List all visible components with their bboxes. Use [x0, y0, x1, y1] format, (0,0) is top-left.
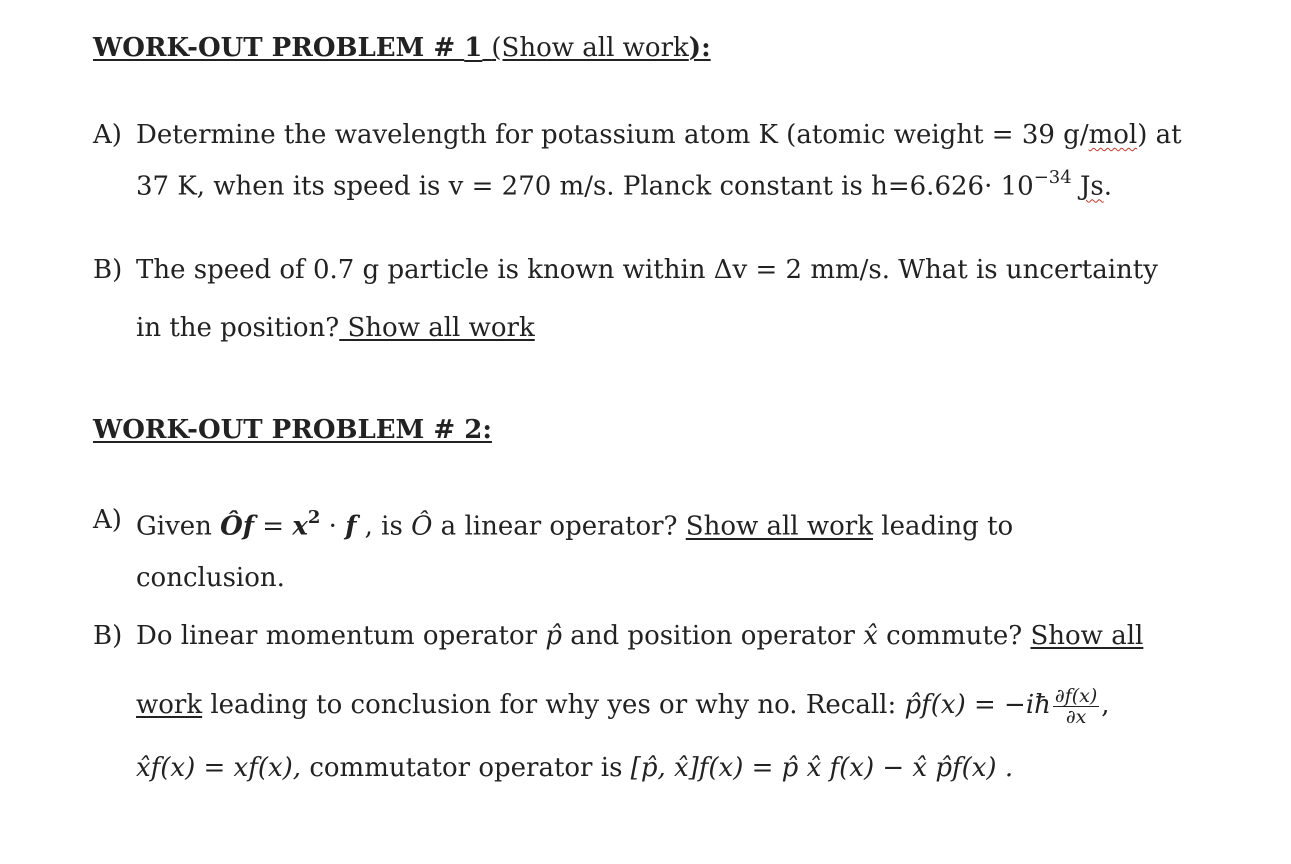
- problem-2a-given: Given: [136, 511, 221, 542]
- problem-1-number: 1: [464, 33, 483, 63]
- problem-1a-text-1-end: ) at: [1137, 120, 1182, 150]
- operator-f: f: [242, 511, 255, 542]
- partial-derivative-fraction: [1053, 686, 1099, 727]
- momentum-operator-definition: p̂f(x) = −iħ: [904, 690, 1051, 720]
- problem-1a-space: [1072, 172, 1080, 202]
- problem-2a-label: [93, 504, 122, 536]
- problem-1b-text-1: The speed of 0.7 g particle is known within Δv = 2 mm/s. What is uncertainty: [136, 255, 1158, 285]
- problem-2a-conclusion: conclusion.: [136, 563, 285, 593]
- problem-1a-text-1: Determine the wavelength for potassium atom K (atomic weight = 39 g/: [136, 120, 1089, 150]
- problem-1b-line-1: [136, 254, 1158, 286]
- problem-2b-text-2: leading to conclusion for why yes or why no. Recall:: [202, 690, 905, 720]
- problem-1a-label: [93, 119, 122, 151]
- problem-1a-line-1: [136, 119, 1182, 151]
- problem-2b-commutator-text: commutator operator is: [301, 753, 631, 783]
- x-squared-exponent: 2: [307, 507, 321, 528]
- operator-o-hat: Ô: [220, 511, 243, 542]
- problem-1b-show-all-work: Show all work: [339, 313, 535, 343]
- problem-2b-and-position: and position operator: [562, 621, 864, 651]
- variable-x: x: [292, 511, 308, 542]
- problem-1b-text-2: in the position?: [136, 313, 340, 343]
- equals-sign: =: [254, 511, 293, 542]
- planck-exponent: −34: [1033, 167, 1072, 188]
- problem-2a-line-1: [136, 504, 1013, 543]
- problem-1-heading-text: WORK-OUT PROBLEM #: [93, 33, 465, 63]
- problem-2b-comma: ,: [1101, 690, 1110, 720]
- problem-2b-line-3: [136, 752, 1013, 784]
- problem-2a-is: , is: [356, 511, 412, 542]
- problem-2b-line-1: [136, 620, 1143, 652]
- problem-2b-label-text: B): [93, 621, 123, 651]
- problem-1a-period: .: [1103, 171, 1112, 202]
- problem-2b-text-1: Do linear momentum operator: [136, 621, 546, 651]
- problem-2a-question: a linear operator?: [432, 511, 686, 542]
- problem-1-heading-colon: ):: [688, 33, 711, 63]
- problem-2b-show-all: Show all: [1030, 621, 1144, 651]
- problem-1a-js: Js: [1079, 171, 1104, 202]
- problem-2a-line-2: [136, 562, 285, 594]
- problem-1-show-all-work: (Show all work: [491, 33, 689, 63]
- problem-1a-label-text: A): [93, 120, 122, 150]
- problem-2b-work: work: [136, 690, 203, 720]
- position-operator: x̂: [863, 621, 878, 651]
- problem-2a-leading-to: leading to: [872, 511, 1014, 542]
- problem-2-heading-text: WORK-OUT PROBLEM # 2:: [93, 415, 492, 445]
- momentum-operator: p̂: [545, 621, 562, 651]
- fraction-denominator: ∂x: [1065, 705, 1087, 728]
- problem-1a-text-2: 37 K, when its speed is v = 270 m/s. Planck constant is h=6.626· 10: [136, 171, 1034, 202]
- position-operator-definition: x̂f(x) = xf(x),: [136, 753, 302, 783]
- problem-2b-line-2: [136, 683, 1110, 727]
- problem-1-heading: [93, 32, 711, 64]
- problem-2a-label-text: A): [93, 505, 122, 535]
- commutator-expression: [p̂, x̂]f(x) = p̂ x̂ f(x) − x̂ p̂f(x) .: [630, 753, 1014, 783]
- problem-1b-label-text: B): [93, 255, 123, 285]
- problem-2b-commute: commute?: [877, 621, 1031, 651]
- problem-2a-show-all-work: Show all work: [685, 511, 873, 542]
- problem-1b-line-2: [136, 312, 535, 344]
- problem-1b-label: [93, 254, 122, 286]
- problem-1a-mol: mol: [1088, 120, 1138, 150]
- dot-operator: ·: [320, 511, 346, 542]
- fraction-numerator: ∂f(x): [1054, 684, 1098, 707]
- operator-o-hat-2: Ô: [411, 511, 433, 542]
- problem-1a-line-2: [136, 164, 1112, 203]
- problem-2-heading: [93, 414, 492, 446]
- problem-2b-label: [93, 620, 122, 652]
- function-f: f: [345, 511, 357, 542]
